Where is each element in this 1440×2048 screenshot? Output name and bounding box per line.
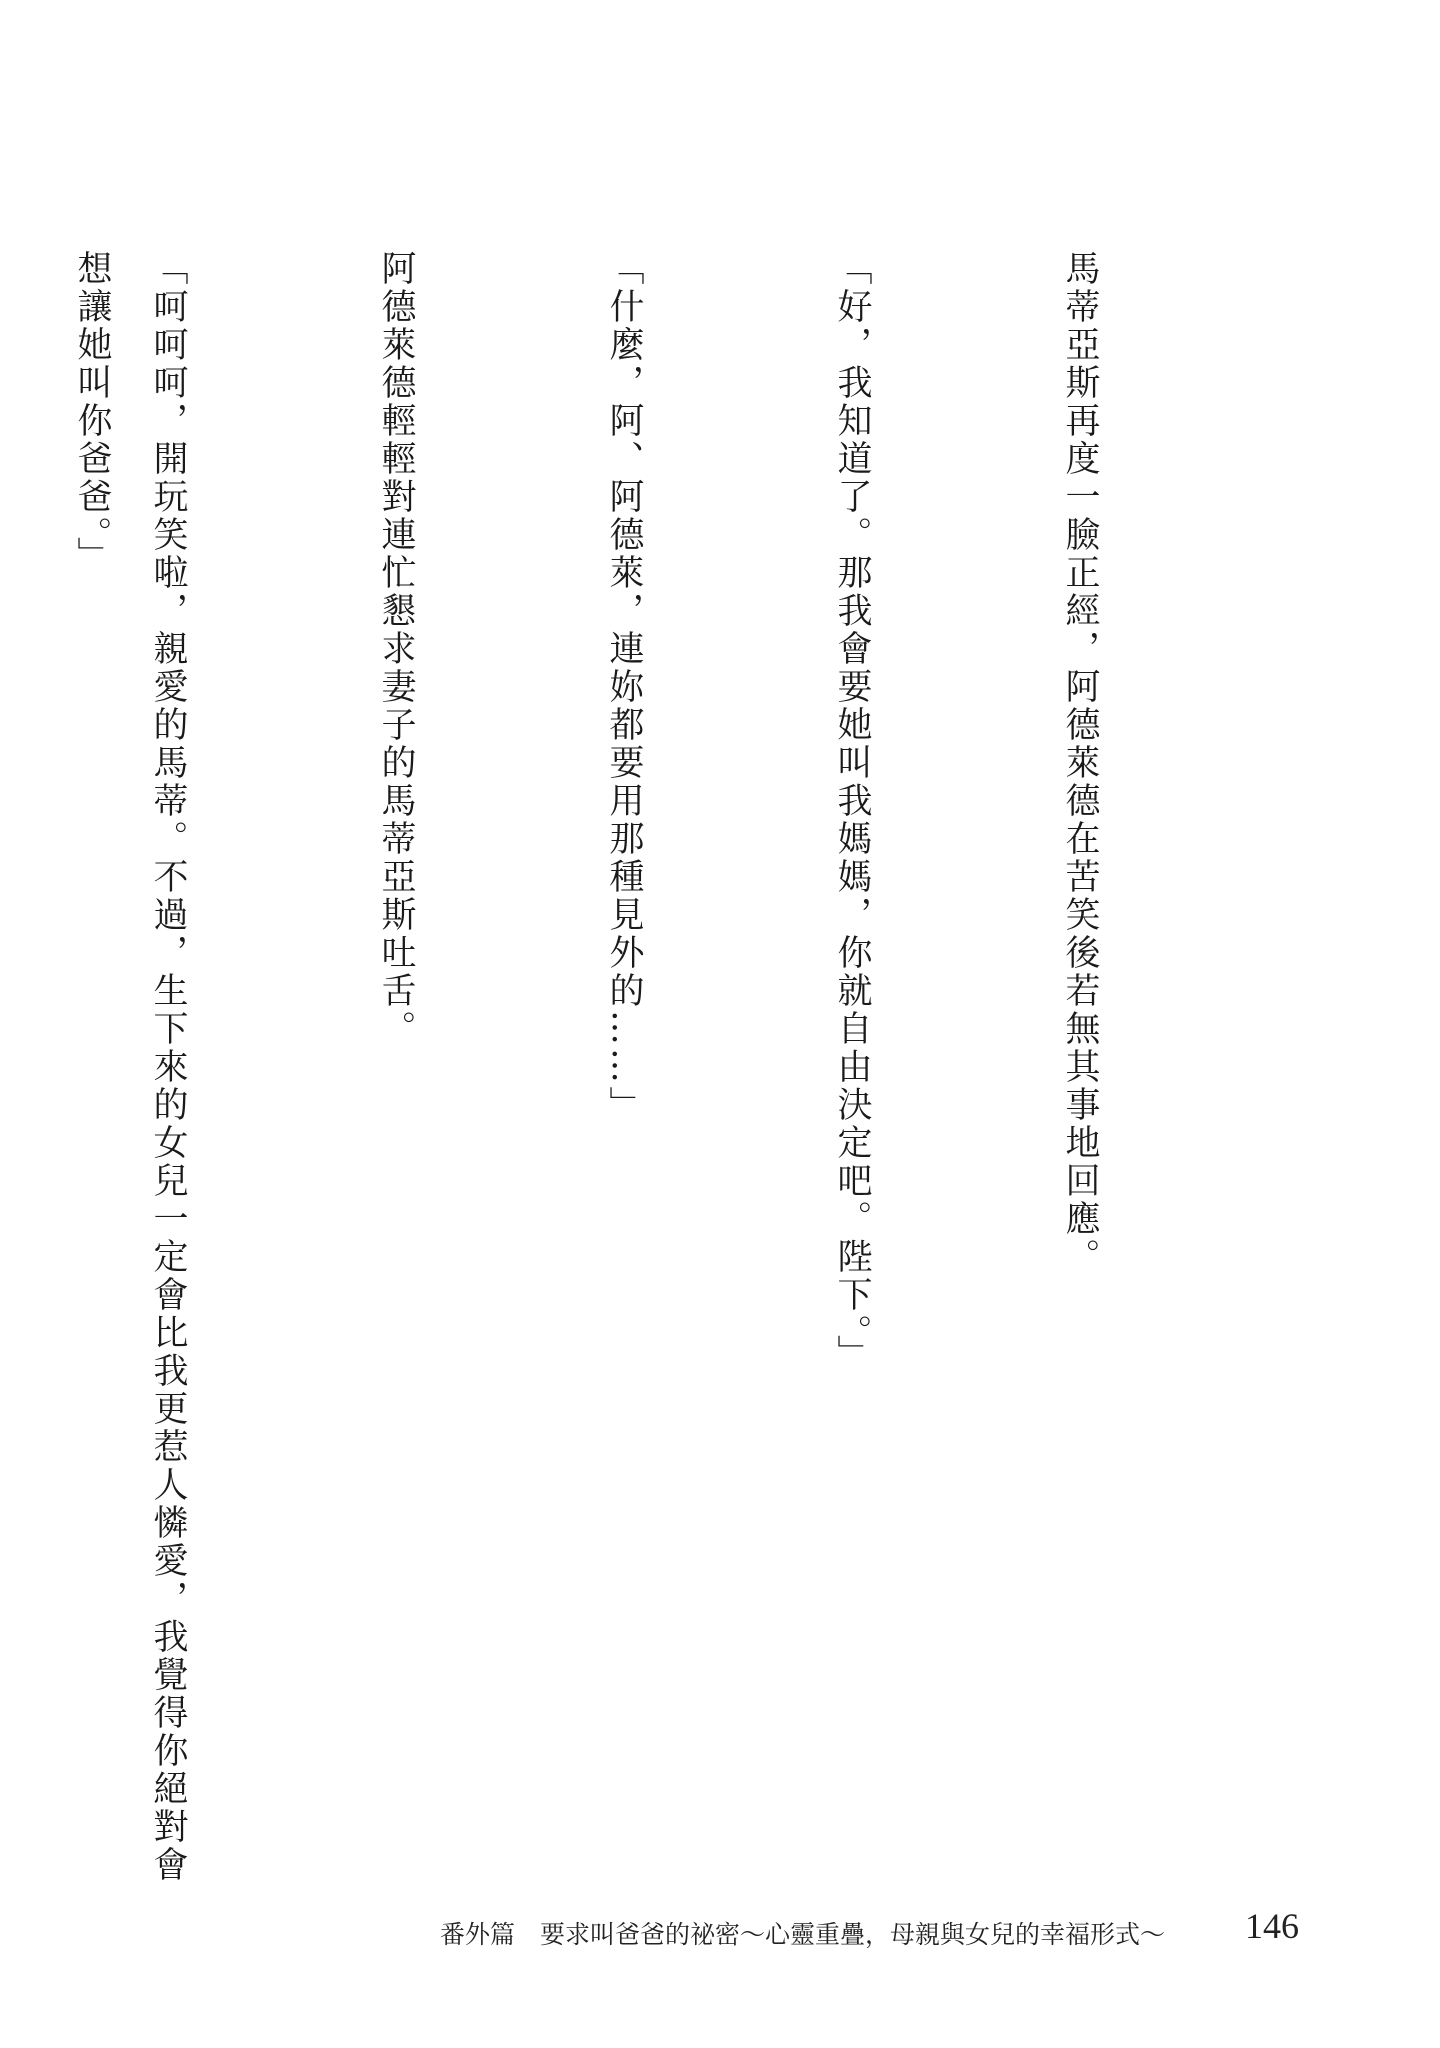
paragraph-3: 「什麼，阿、阿德萊，連妳都要用那種見外的……」: [604, 250, 644, 1124]
paragraph-2: 「好，我知道了。那我會要她叫我媽媽，你就自由決定吧。陛下。」: [832, 250, 872, 1373]
paragraph-1: 馬蒂亞斯再度一臉正經，阿德萊德在苦笑後若無其事地回應。: [1060, 250, 1100, 1276]
page-number: 146: [1245, 1906, 1299, 1946]
paragraph-5: 「呵呵呵，開玩笑啦，親愛的馬蒂。不過，生下來的女兒一定會比我更惹人憐愛，我覺得你絕對會想讓她叫你爸爸。」: [72, 250, 188, 1884]
running-head: 番外篇 要求叫爸爸的祕密～心靈重疊，母親與女兒的幸福形式～: [440, 1920, 1166, 1949]
paragraph-4: 阿德萊德輕輕對連忙懇求妻子的馬蒂亞斯吐舌。: [376, 250, 416, 1048]
vertical-body-text: [72, 250, 1270, 1900]
